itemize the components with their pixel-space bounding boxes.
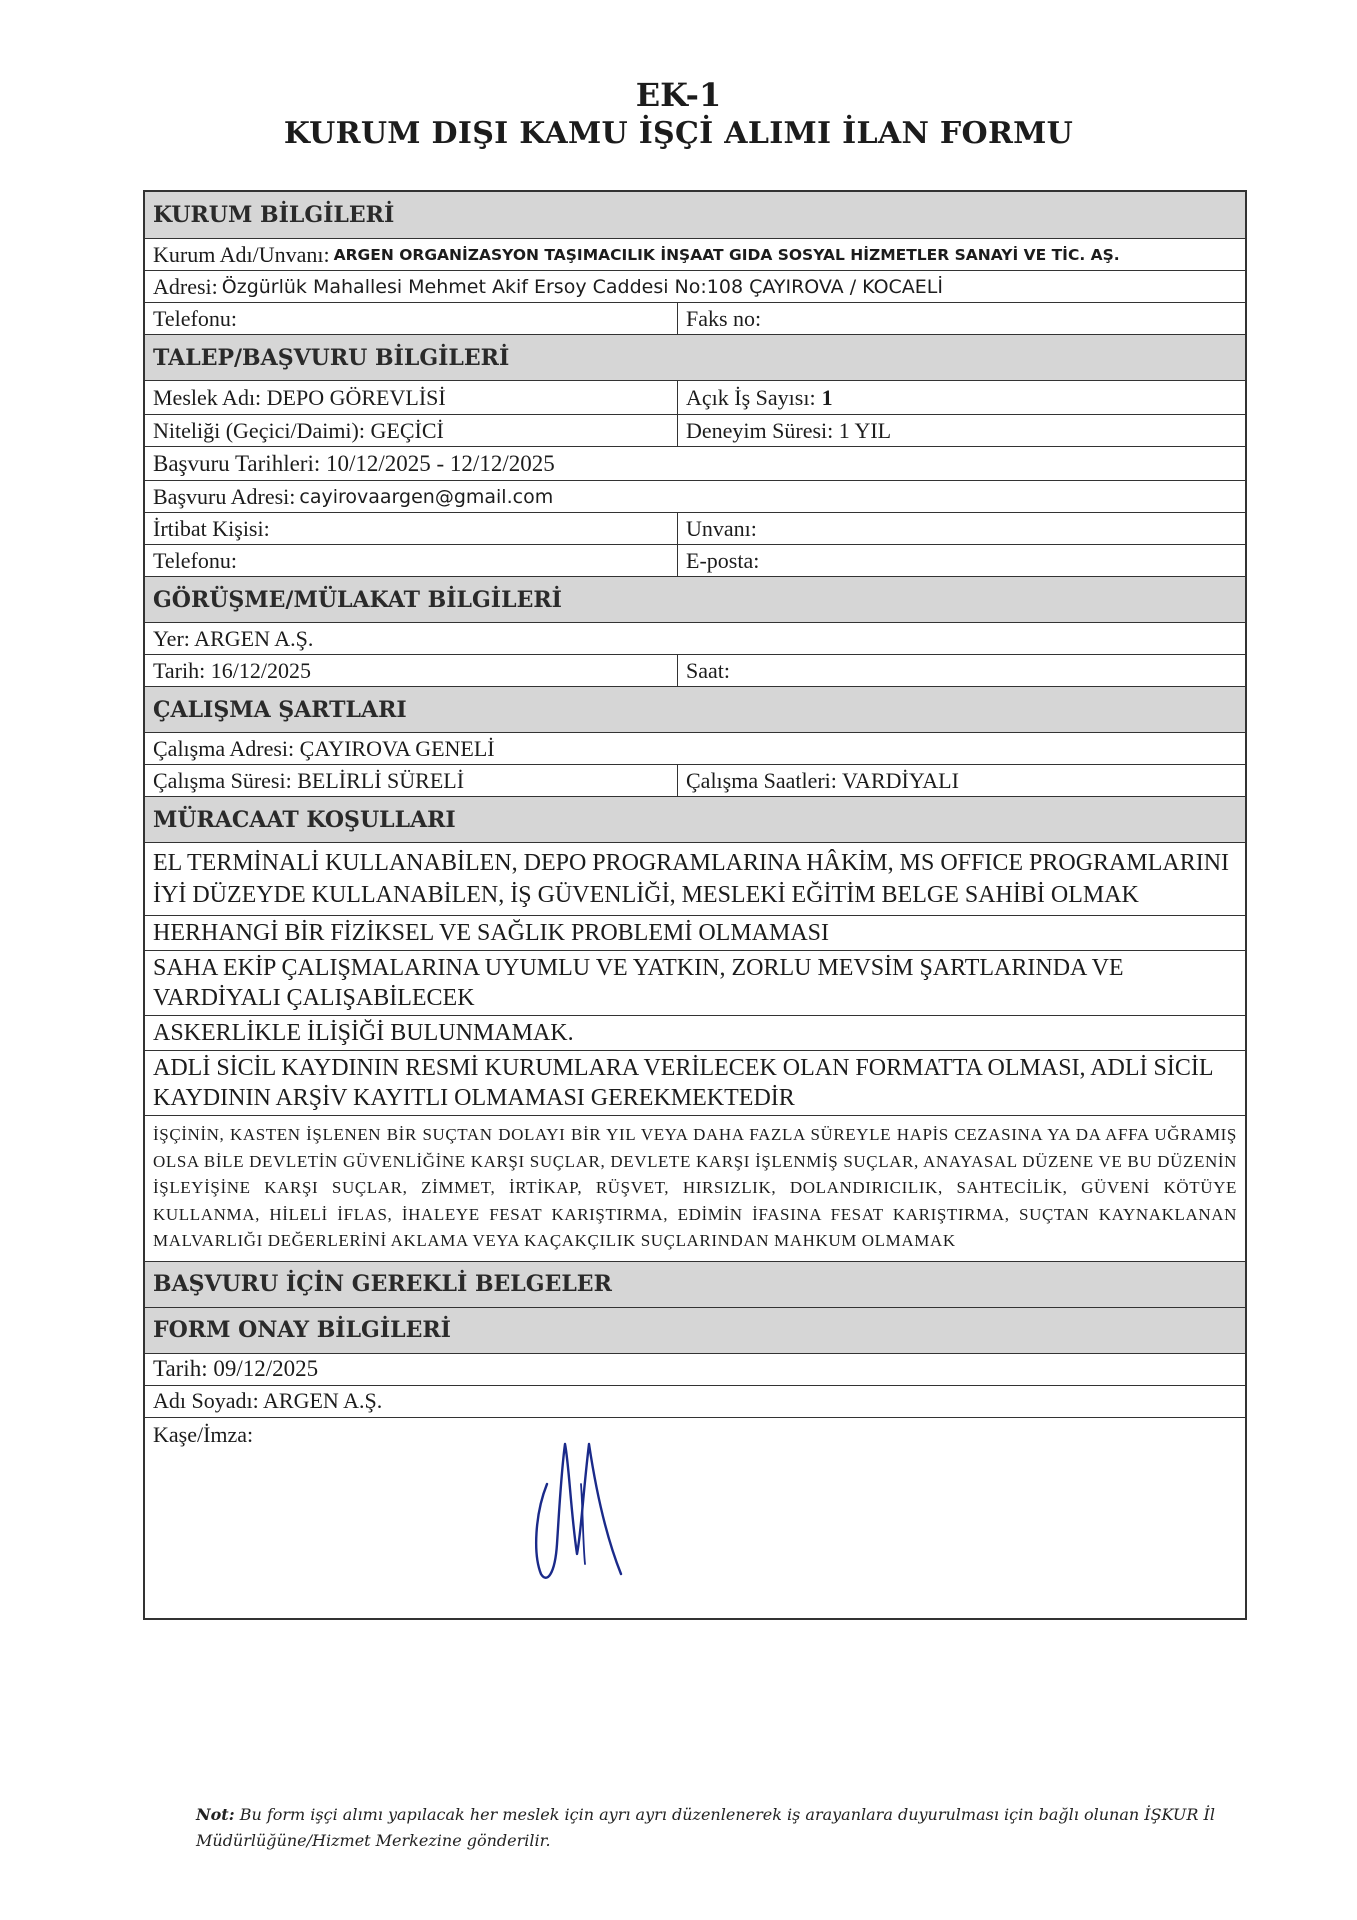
kurum-fax: Faks no: bbox=[686, 305, 762, 331]
calisma-saatleri: Çalışma Saatleri: VARDİYALI bbox=[686, 767, 959, 793]
section-title: MÜRACAAT KOŞULLARI bbox=[153, 806, 456, 833]
irtibat-kisisi: İrtibat Kişisi: bbox=[145, 513, 678, 544]
section-title: KURUM BİLGİLERİ bbox=[153, 202, 395, 228]
section-header-talep bbox=[145, 334, 1245, 380]
basvuru-adresi-label: Başvuru Adresi: bbox=[153, 483, 296, 509]
calisma-suresi: Çalışma Süresi: BELİRLİ SÜRELİ bbox=[145, 765, 678, 796]
condition-row bbox=[145, 1115, 1245, 1261]
condition-row bbox=[145, 915, 1245, 950]
footnote bbox=[196, 1802, 1256, 1854]
talep-row-2 bbox=[145, 414, 1245, 446]
gorusme-row-1 bbox=[145, 622, 1245, 654]
signature-image bbox=[525, 1424, 645, 1594]
section-title: GÖRÜŞME/MÜLAKAT BİLGİLERİ bbox=[153, 586, 562, 613]
application-form bbox=[143, 190, 1247, 1620]
kurum-phone: Telefonu: bbox=[145, 303, 678, 334]
kurum-address-row bbox=[145, 270, 1245, 302]
acik-is-label: Açık İş Sayısı: bbox=[686, 384, 816, 410]
onay-row-2 bbox=[145, 1385, 1245, 1417]
condition-item: EL TERMİNALİ KULLANABİLEN, DEPO PROGRAMLARINA HÂKİM, MS OFFICE PROGRAMLARINI İYİ DÜZEYDE KULLANABİLEN, İŞ GÜVENLİĞİ, MESLEKİ EĞİTİM BELGE SAHİBİ OLMAK bbox=[153, 850, 1230, 908]
section-header-belgeler bbox=[145, 1261, 1245, 1307]
condition-row bbox=[145, 950, 1245, 1015]
kurum-address-label: Adresi: bbox=[153, 273, 218, 299]
deneyim-suresi: Deneyim Süresi: 1 YIL bbox=[686, 417, 892, 443]
condition-row bbox=[145, 1050, 1245, 1115]
calisma-row-2 bbox=[145, 764, 1245, 796]
kase-imza-label: Kaşe/İmza: bbox=[153, 1421, 254, 1447]
annex-label: EK-1 bbox=[635, 76, 722, 114]
irtibat-telefonu: Telefonu: bbox=[145, 545, 678, 576]
note-label: Not: bbox=[196, 1805, 235, 1824]
gorusme-row-2 bbox=[145, 654, 1245, 686]
condition-row bbox=[145, 1015, 1245, 1050]
gorusme-tarih: Tarih: 16/12/2025 bbox=[145, 655, 678, 686]
section-title: BAŞVURU İÇİN GEREKLİ BELGELER bbox=[153, 1271, 612, 1297]
condition-item: İŞÇİNİN, KASTEN İŞLENEN BİR SUÇTAN DOLAYI BİR YIL VEYA DAHA FAZLA SÜREYLE HAPİS CEZASINA YA DA AFFA UĞRAMIŞ OLSA BİLE DEVLETİN GÜVENLİĞİNE KARŞI SUÇLAR, DEVLETE KARŞI İŞLENMİŞ SUÇLAR, ANAYASAL DÜZENE VE BU DÜZENİN İŞLEYİŞİNE KARŞI SUÇLAR, ZİMMET, İRTİKAP, RÜŞVET, HIRSIZLIK, DOLANDIRICILIK, SAHTECİLİK, GÜVENİ KÖTÜYE KULLANMA, HİLELİ İFLAS, İHALEYE FESAT KARIŞTIRMA, EDİMİN İFASINA FESAT KARIŞTIRMA, SUÇTAN KAYNAKLANAN MALVARLIĞI DEĞERLERİNİ AKLAMA VEYA KAÇAKÇILIK SUÇLARINDAN MAHKUM OLMAMAK bbox=[153, 1125, 1237, 1250]
basvuru-tarihleri: Başvuru Tarihleri: 10/12/2025 - 12/12/2025 bbox=[153, 450, 555, 476]
kurum-address-value: Özgürlük Mahallesi Mehmet Akif Ersoy Caddesi No:108 ÇAYIROVA / KOCAELİ bbox=[221, 275, 943, 298]
condition-item: HERHANGİ BİR FİZİKSEL VE SAĞLIK PROBLEMİ OLMAMASI bbox=[153, 920, 830, 946]
calisma-row-1 bbox=[145, 732, 1245, 764]
gorusme-yer: Yer: ARGEN A.Ş. bbox=[153, 625, 314, 651]
onay-adi-soyadi: Adı Soyadı: ARGEN A.Ş. bbox=[153, 1388, 383, 1413]
onay-row-1 bbox=[145, 1353, 1245, 1385]
talep-row-3 bbox=[145, 446, 1245, 480]
niteligi: Niteliği (Geçici/Daimi): GEÇİCİ bbox=[145, 415, 678, 446]
talep-row-1 bbox=[145, 380, 1245, 414]
kurum-name-value: ARGEN ORGANİZASYON TAŞIMACILIK İNŞAAT GIDA SOSYAL HİZMETLER SANAYİ VE TİC. AŞ. bbox=[333, 245, 1120, 264]
page-title: KURUM DIŞI KAMU İŞÇİ ALIMI İLAN FORMU bbox=[283, 116, 1074, 151]
section-header-kurum bbox=[145, 192, 1245, 238]
condition-item: SAHA EKİP ÇALIŞMALARINA UYUMLU VE YATKIN, ZORLU MEVSİM ŞARTLARINDA VE VARDİYALI ÇALIŞABİLECEK bbox=[153, 955, 1124, 1011]
unvani: Unvanı: bbox=[686, 515, 757, 541]
note-text: Bu form işçi alımı yapılacak her meslek için ayrı ayrı düzenlenerek iş arayanlara duyurulması için bağlı olunan İŞKUR İl Müdürlüğüne/Hizmet Merkezine gönderilir. bbox=[196, 1805, 1215, 1850]
onay-row-3 bbox=[145, 1417, 1245, 1618]
kurum-contact-row bbox=[145, 302, 1245, 334]
section-header-onay bbox=[145, 1307, 1245, 1353]
section-header-muracaat bbox=[145, 796, 1245, 842]
condition-item: ASKERLİKLE İLİŞİĞİ BULUNMAMAK. bbox=[153, 1020, 574, 1046]
calisma-adresi: Çalışma Adresi: ÇAYIROVA GENELİ bbox=[153, 735, 495, 761]
onay-tarih: Tarih: 09/12/2025 bbox=[153, 1356, 319, 1381]
condition-item: ADLİ SİCİL KAYDININ RESMİ KURUMLARA VERİLECEK OLAN FORMATTA OLMASI, ADLİ SİCİL KAYDININ ARŞİV KAYITLI OLMAMASI GEREKMEKTEDİR bbox=[153, 1055, 1213, 1111]
meslek-adi: Meslek Adı: DEPO GÖREVLİSİ bbox=[145, 381, 678, 414]
condition-row bbox=[145, 842, 1245, 915]
talep-row-6 bbox=[145, 544, 1245, 576]
kurum-name-label: Kurum Adı/Unvanı: bbox=[153, 241, 330, 267]
acik-is-value: 1 bbox=[821, 384, 833, 410]
section-title: FORM ONAY BİLGİLERİ bbox=[153, 1317, 451, 1343]
section-header-gorusme bbox=[145, 576, 1245, 622]
section-title: TALEP/BAŞVURU BİLGİLERİ bbox=[153, 344, 510, 371]
kurum-name-row bbox=[145, 238, 1245, 270]
basvuru-adresi-value: cayirovaargen@gmail.com bbox=[299, 485, 554, 508]
gorusme-saat: Saat: bbox=[686, 657, 730, 683]
irtibat-eposta: E-posta: bbox=[686, 547, 760, 573]
talep-row-4 bbox=[145, 480, 1245, 512]
talep-row-5 bbox=[145, 512, 1245, 544]
section-header-calisma bbox=[145, 686, 1245, 732]
section-title: ÇALIŞMA ŞARTLARI bbox=[153, 696, 407, 723]
